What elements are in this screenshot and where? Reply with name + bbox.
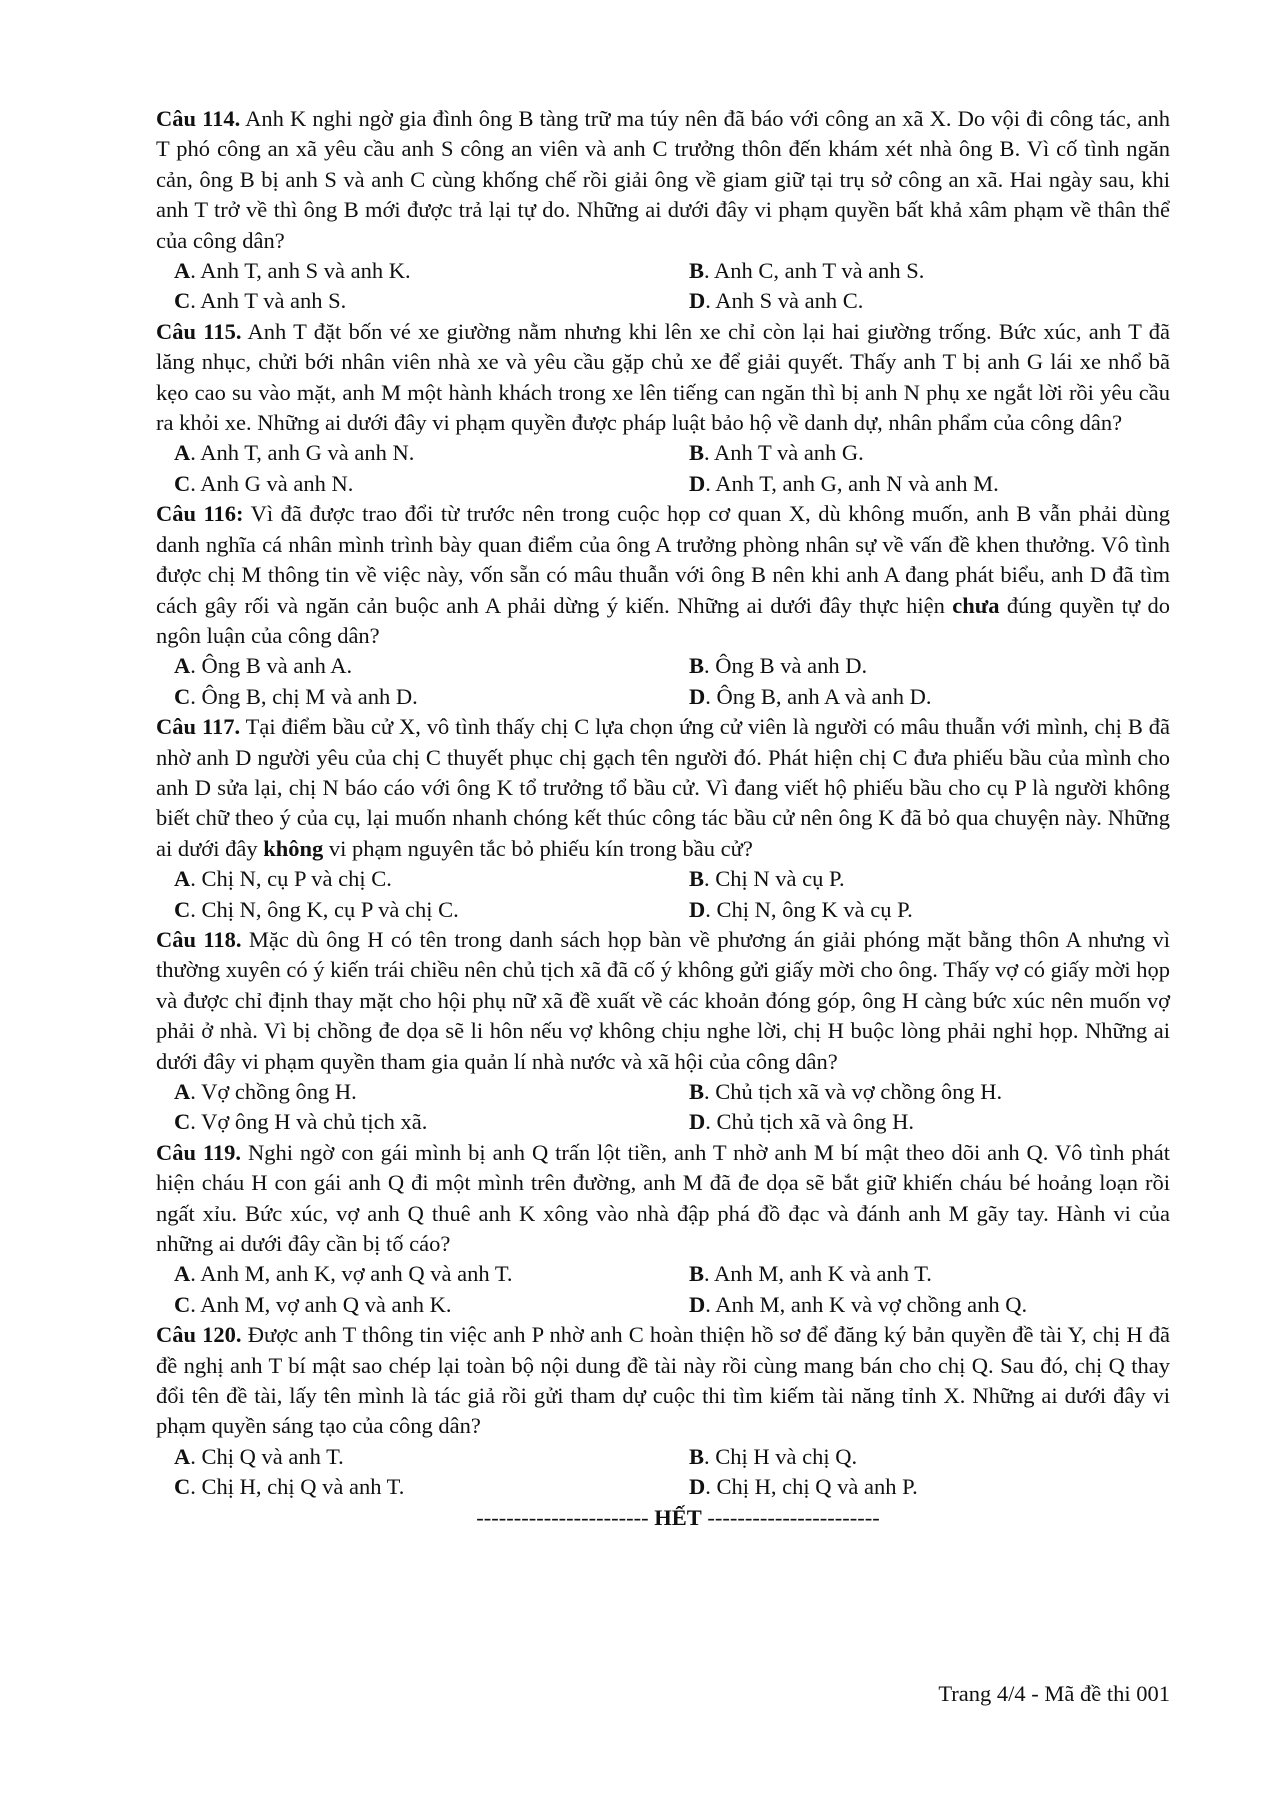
answer-option-b	[671, 864, 1170, 894]
question-text	[156, 499, 1170, 651]
option-letter: D	[689, 896, 706, 922]
answer-option-c	[156, 1107, 671, 1137]
option-letter: B	[689, 440, 705, 466]
question-body: Được anh T thông tin việc anh P nhờ anh C hoàn thiện hồ sơ để đăng ký bản quyền đề tài Y, chị H đã đề nghị anh T bí mật sao chép lại toàn bộ nội dung đề tài này rồi cùng mang bán cho chị Q. Sau đó, chị Q thay đổi tên đề tài, lấy tên mình là tác giả rồi gửi tham dự cuộc thi tìm kiếm tài năng tỉnh X. Những ai dưới đây vi phạm quyền sáng tạo của công dân?	[156, 1322, 1171, 1439]
option-letter: C	[174, 896, 191, 922]
answer-option-c	[156, 469, 671, 499]
option-letter: D	[689, 288, 706, 314]
question-text	[156, 317, 1170, 439]
option-letter: C	[174, 288, 191, 314]
question-text	[156, 712, 1170, 864]
question-emphasis: không	[263, 835, 324, 861]
answer-option-a	[156, 256, 671, 286]
end-dashes-right: -----------------------	[707, 1504, 880, 1530]
question-body-end: vi phạm nguyên tắc bỏ phiếu kín trong bầu cử?	[323, 835, 753, 861]
option-letter: A	[174, 440, 191, 466]
answer-option-d	[671, 1107, 1170, 1137]
question-emphasis: chưa	[952, 592, 1000, 618]
option-letter: A	[174, 1079, 191, 1104]
question-number: Câu 116:	[156, 501, 244, 527]
option-letter: A	[174, 1261, 191, 1287]
option-letter: C	[174, 1291, 191, 1317]
page-footer: Trang 4/4 - Mã đề thi 001	[938, 1681, 1170, 1706]
option-letter: C	[174, 683, 191, 709]
option-text: . Chị N, ông K, cụ P và chị C.	[190, 896, 459, 922]
option-letter: B	[689, 653, 705, 679]
option-letter: B	[689, 258, 705, 284]
option-letter: B	[689, 866, 705, 892]
option-letter: A	[174, 866, 191, 892]
option-text: . Anh T và anh S.	[190, 288, 347, 314]
question-block	[156, 499, 1170, 712]
option-text: . Chị H, chị Q và anh T.	[190, 1474, 405, 1500]
option-text: . Anh M, vợ anh Q và anh K.	[190, 1291, 452, 1317]
option-letter: D	[689, 683, 706, 709]
option-text: . Chị N và cụ P.	[704, 866, 845, 892]
answer-option-d	[671, 469, 1170, 499]
option-text: . Chị Q và anh T.	[190, 1443, 344, 1469]
answer-option-a	[156, 1259, 671, 1289]
option-letter: C	[174, 1109, 191, 1135]
question-body: Vì đã được trao đổi từ trước nên trong cuộc họp cơ quan X, dù không muốn, anh B vẫn phải dùng danh nghĩa cá nhân mình trình bày quan điểm của ông A trưởng phòng nhân sự về vấn đề khen thưởng. Vô tình được chị M thông tin về việc này, vốn sẵn có mâu thuẫn với ông B nên khi anh A đang phát biểu, anh D đã tìm cách gây rối và ngăn cản buộc anh A phải dừng ý kiến. Những ai dưới đây thực hiện	[156, 501, 1171, 618]
option-letter: A	[174, 653, 191, 679]
option-letter: B	[689, 1261, 705, 1287]
answer-option-a	[156, 651, 671, 681]
answer-option-b	[671, 651, 1170, 681]
option-text: . Anh T, anh G và anh N.	[190, 440, 415, 466]
question-number: Câu 114.	[156, 106, 241, 131]
option-text: . Anh G và anh N.	[190, 470, 354, 496]
answer-option-d	[671, 682, 1170, 712]
option-text: . Ông B, chị M và anh D.	[190, 683, 418, 709]
answer-options	[156, 651, 1170, 712]
option-text: . Anh T, anh S và anh K.	[190, 258, 411, 284]
answer-option-b	[671, 1077, 1170, 1107]
answer-options	[156, 1442, 1170, 1503]
option-text: . Chị N, cụ P và chị C.	[190, 866, 392, 892]
answer-option-a	[156, 864, 671, 894]
question-list	[156, 104, 1170, 1503]
question-text	[156, 925, 1170, 1077]
answer-options	[156, 1077, 1170, 1138]
option-text: . Ông B và anh A.	[190, 653, 353, 679]
answer-options	[156, 256, 1170, 317]
end-marker	[186, 1503, 1170, 1533]
question-body: Mặc dù ông H có tên trong danh sách họp bàn về phương án giải phóng mặt bằng thôn A nhưng vì thường xuyên có ý kiến trái chiều nên chủ tịch xã đã cố ý không gửi giấy mời cho ông. Thấy vợ có giấy mời họp và được chỉ định thay mặt cho hội phụ nữ xã đề xuất về các khoản đóng góp, ông H càng bức xúc nên muốn vợ phải ở nhà. Vì bị chồng đe dọa sẽ li hôn nếu vợ không chịu nghe lời, chị H buộc lòng phải nghỉ họp. Những ai dưới đây vi phạm quyền tham gia quản lí nhà nước và xã hội của công dân?	[156, 926, 1170, 1074]
question-body: Anh T đặt bốn vé xe giường nằm nhưng khi lên xe chỉ còn lại hai giường trống. Bức xúc, anh T đã lăng nhục, chửi bới nhân viên nhà xe và yêu cầu gặp chủ xe để giải quyết. Thấy anh T bị anh G lái xe nhổ bã kẹo cao su vào mặt, anh M một hành khách trong xe lên tiếng can ngăn thì bị anh N phụ xe ngắt lời rồi yêu cầu ra khỏi xe. Những ai dưới đây vi phạm quyền được pháp luật bảo hộ về danh dự, nhân phẩm của công dân?	[156, 318, 1171, 436]
answer-option-b	[671, 256, 1170, 286]
option-text: . Anh M, anh K, vợ anh Q và anh T.	[190, 1261, 513, 1287]
option-text: . Anh M, anh K và vợ chồng anh Q.	[705, 1291, 1028, 1317]
option-letter: A	[174, 258, 191, 284]
answer-option-b	[671, 1259, 1170, 1289]
question-block	[156, 712, 1170, 925]
question-number: Câu 119.	[156, 1139, 242, 1165]
answer-option-a	[156, 1077, 671, 1107]
option-text: . Chị H, chị Q và anh P.	[705, 1474, 918, 1500]
option-letter: D	[689, 1474, 706, 1500]
option-letter: D	[689, 1291, 706, 1317]
option-text: . Chủ tịch xã và ông H.	[705, 1109, 914, 1135]
answer-option-c	[156, 1290, 671, 1320]
option-text: . Vợ ông H và chủ tịch xã.	[190, 1109, 428, 1135]
option-text: . Anh S và anh C.	[705, 288, 864, 314]
answer-option-d	[671, 1290, 1170, 1320]
exam-page	[156, 104, 1170, 1533]
option-letter: C	[174, 1474, 191, 1500]
question-block	[156, 925, 1170, 1138]
answer-option-b	[671, 438, 1170, 468]
question-text	[156, 104, 1170, 256]
option-letter: D	[689, 1109, 706, 1135]
option-text: . Anh M, anh K và anh T.	[704, 1261, 932, 1287]
option-text: . Chị N, ông K và cụ P.	[705, 896, 913, 922]
question-block	[156, 1320, 1170, 1502]
question-text	[156, 1320, 1170, 1442]
answer-option-a	[156, 1442, 671, 1472]
answer-options	[156, 438, 1170, 499]
end-dashes-left: -----------------------	[476, 1504, 649, 1530]
question-block	[156, 1138, 1170, 1320]
question-body: Tại điểm bầu cử X, vô tình thấy chị C lựa chọn ứng cử viên là người có mâu thuẫn với mình, chị B đã nhờ anh D người yêu của chị C thuyết phục chị gạch tên người đó. Phát hiện chị C đưa phiếu bầu của mình cho anh D sửa lại, chị N báo cáo với ông K tổ trưởng tổ bầu cử. Vì đang viết hộ phiếu bầu cho cụ P là người không biết chữ theo ý của cụ, lại muốn nhanh chóng kết thúc công tác bầu cử nên ông K đã bỏ qua chuyện này. Những ai dưới đây	[156, 714, 1170, 861]
answer-option-d	[671, 1472, 1170, 1502]
option-text: . Anh T và anh G.	[704, 440, 864, 466]
question-number: Câu 120.	[156, 1322, 242, 1348]
question-block	[156, 104, 1170, 317]
answer-option-d	[671, 895, 1170, 925]
option-letter: A	[174, 1443, 191, 1469]
answer-option-c	[156, 286, 671, 316]
end-word: HẾT	[654, 1504, 702, 1530]
answer-option-d	[671, 286, 1170, 316]
option-text: . Ông B, anh A và anh D.	[705, 683, 932, 709]
answer-options	[156, 1259, 1170, 1320]
question-body: Nghi ngờ con gái mình bị anh Q trấn lột tiền, anh T nhờ anh M bí mật theo dõi anh Q. Vô tình phát hiện cháu H con gái anh Q đi một mình trên đường, anh M đã đe dọa sẽ bắt giữ khiến cháu bé hoảng loạn rồi ngất xỉu. Bức xúc, vợ anh Q thuê anh K xông vào nhà đập phá đồ đạc và đánh anh M gãy tay. Hành vi của những ai dưới đây cần bị tố cáo?	[156, 1139, 1170, 1257]
question-number: Câu 115.	[156, 318, 242, 344]
answer-option-b	[671, 1442, 1170, 1472]
question-number: Câu 117.	[156, 714, 241, 740]
option-text: . Ông B và anh D.	[704, 653, 868, 679]
question-text	[156, 1138, 1170, 1260]
answer-option-c	[156, 895, 671, 925]
question-body: Anh K nghi ngờ gia đình ông B tàng trữ ma túy nên đã báo với công an xã X. Do vội đi công tác, anh T phó công an xã yêu cầu anh S công an viên và anh C trưởng thôn đến khám xét nhà ông B. Vì cố tình ngăn cản, ông B bị anh S và anh C cùng khống chế rồi giải ông về giam giữ tại trụ sở công an xã. Hai ngày sau, khi anh T trở về thì ông B mới được trả lại tự do. Những ai dưới đây vi phạm quyền bất khả xâm phạm về thân thể của công dân?	[156, 106, 1170, 253]
answer-option-c	[156, 1472, 671, 1502]
answer-options	[156, 864, 1170, 925]
question-block	[156, 317, 1170, 499]
option-text: . Chị H và chị Q.	[704, 1443, 858, 1469]
option-letter: B	[689, 1443, 705, 1469]
question-body-end: đúng quyền tự do ngôn luận của công dân?	[156, 592, 1170, 648]
answer-option-a	[156, 438, 671, 468]
option-letter: C	[174, 470, 191, 496]
question-number: Câu 118.	[156, 926, 242, 952]
answer-option-c	[156, 682, 671, 712]
option-text: . Anh C, anh T và anh S.	[704, 258, 925, 284]
option-letter: D	[689, 470, 706, 496]
option-text: . Chủ tịch xã và vợ chồng ông H.	[704, 1079, 1003, 1104]
option-text: . Anh T, anh G, anh N và anh M.	[705, 470, 999, 496]
option-text: . Vợ chồng ông H.	[190, 1079, 357, 1104]
option-letter: B	[689, 1079, 705, 1104]
